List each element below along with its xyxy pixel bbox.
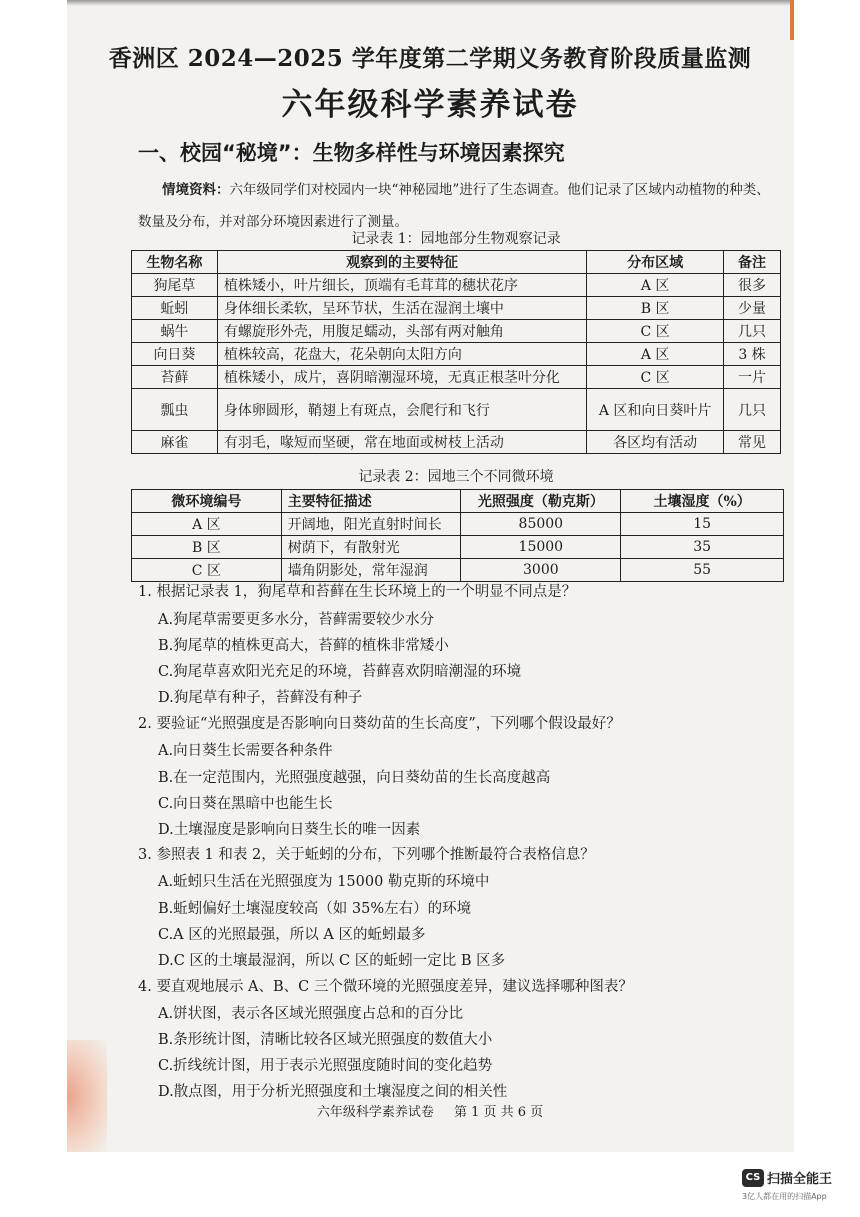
table1-header-cell: 备注 xyxy=(724,251,781,274)
page-footer xyxy=(0,1101,860,1120)
table2-caption: 记录表 2：园地三个不同微环境 xyxy=(358,469,554,485)
finger-shadow xyxy=(67,1040,107,1152)
table1 xyxy=(131,250,781,454)
table-cell: 树荫下，有散射光 xyxy=(281,536,461,559)
question-1-option-b: B.狗尾草的植株更高大，苔藓的植株非常矮小 xyxy=(158,638,449,654)
table-cell: A 区 xyxy=(587,274,724,297)
table-row xyxy=(132,389,781,431)
paper-top-shadow xyxy=(67,0,794,6)
table2-header-cell: 土壤湿度（%） xyxy=(621,490,784,513)
camscanner-logo-icon: CS xyxy=(742,1169,764,1187)
table-cell: 很多 xyxy=(724,274,781,297)
context-text: 六年级同学们对校园内一块“神秘园地”进行了生态调查。他们记录了区域内动植物的种类、数量及分布，并对部分环境因素进行了测量。 xyxy=(138,182,770,230)
table-cell: 3 株 xyxy=(724,343,781,366)
footer-paper-name: 六年级科学素养试卷 xyxy=(316,1105,434,1120)
table-cell: 植株较高，花盘大，花朵朝向太阳方向 xyxy=(217,343,586,366)
table-cell: 向日葵 xyxy=(132,343,218,366)
table2-header-cell: 微环境编号 xyxy=(132,490,282,513)
table-row xyxy=(132,431,781,454)
question-2-option-b: B.在一定范围内，光照强度越强，向日葵幼苗的生长高度越高 xyxy=(158,770,551,786)
table-cell: 植株矮小，叶片细长，顶端有毛茸茸的穗状花序 xyxy=(217,274,586,297)
question-1-stem: 1. 根据记录表 1，狗尾草和苔藓在生长环境上的一个明显不同点是？ xyxy=(138,584,577,600)
table-cell: 各区均有活动 xyxy=(587,431,724,454)
table-cell: 常见 xyxy=(724,431,781,454)
table-row xyxy=(132,320,781,343)
question-3-option-a: A.蚯蚓只生活在光照强度为 15000 勒克斯的环境中 xyxy=(158,874,490,890)
context-label: 情境资料： xyxy=(162,182,230,198)
watermark-tagline: 3亿人都在用的扫描App xyxy=(742,1192,827,1201)
table-cell: 有螺旋形外壳，用腹足蠕动，头部有两对触角 xyxy=(217,320,586,343)
table-cell: 植株矮小，成片，喜阴暗潮湿环境，无真正根茎叶分化 xyxy=(217,366,586,389)
question-4-option-b: B.条形统计图，清晰比较各区域光照强度的数值大小 xyxy=(158,1032,493,1048)
question-3-option-c: C.A 区的光照最强，所以 A 区的蚯蚓最多 xyxy=(158,927,426,943)
table-cell: 墙角阴影处，常年湿润 xyxy=(281,559,461,582)
table-cell: B 区 xyxy=(587,297,724,320)
table-row xyxy=(132,513,784,536)
table-row xyxy=(132,536,784,559)
table-cell: 15 xyxy=(621,513,784,536)
table-cell: 蜗牛 xyxy=(132,320,218,343)
question-1-option-c: C.狗尾草喜欢阳光充足的环境，苔藓喜欢阴暗潮湿的环境 xyxy=(158,664,522,680)
table-cell: 少量 xyxy=(724,297,781,320)
table-cell: 几只 xyxy=(724,320,781,343)
table1-caption: 记录表 1：园地部分生物观察记录 xyxy=(351,231,561,247)
table-cell: A 区 xyxy=(587,343,724,366)
table-row xyxy=(132,343,781,366)
table-row xyxy=(132,366,781,389)
table1-header-cell: 分布区域 xyxy=(587,251,724,274)
question-4-stem: 4. 要直观地展示 A、B、C 三个微环境的光照强度差异，建议选择哪种图表？ xyxy=(138,979,633,995)
question-2-option-c: C.向日葵在黑暗中也能生长 xyxy=(158,796,333,812)
table-cell: A 区和向日葵叶片 xyxy=(587,389,724,431)
section-title: 一、校园“秘境”：生物多样性与环境因素探究 xyxy=(138,141,565,165)
footer-page-info: 第 1 页 共 6 页 xyxy=(453,1105,544,1120)
question-2-option-d: D.土壤湿度是影响向日葵生长的唯一因素 xyxy=(158,822,421,838)
table1-header-row xyxy=(132,251,781,274)
watermark-app-name: 扫描全能王 xyxy=(767,1172,833,1187)
table2-header-cell: 光照强度（勒克斯） xyxy=(461,490,621,513)
scan-edge-mark xyxy=(790,0,794,40)
table-cell: 苔藓 xyxy=(132,366,218,389)
table-cell: A 区 xyxy=(132,513,282,536)
table-cell: B 区 xyxy=(132,536,282,559)
table-cell: 85000 xyxy=(461,513,621,536)
table-cell: 开阔地，阳光直射时间长 xyxy=(281,513,461,536)
table2-header-cell: 主要特征描述 xyxy=(281,490,461,513)
table-row xyxy=(132,274,781,297)
table-cell: 几只 xyxy=(724,389,781,431)
table-cell: 身体细长柔软，呈环节状，生活在湿润土壤中 xyxy=(217,297,586,320)
table-cell: C 区 xyxy=(587,366,724,389)
table-cell: 一片 xyxy=(724,366,781,389)
question-4-option-c: C.折线统计图，用于表示光照强度随时间的变化趋势 xyxy=(158,1058,493,1074)
table-row xyxy=(132,297,781,320)
scanner-watermark xyxy=(742,1167,832,1202)
question-1-option-a: A.狗尾草需要更多水分，苔藓需要较少水分 xyxy=(158,612,435,628)
question-3-option-d: D.C 区的土壤最湿润，所以 C 区的蚯蚓一定比 B 区多 xyxy=(158,953,506,969)
table-cell: C 区 xyxy=(132,559,282,582)
table-cell: 35 xyxy=(621,536,784,559)
table-row xyxy=(132,559,784,582)
question-4-option-a: A.饼状图，表示各区域光照强度占总和的百分比 xyxy=(158,1006,464,1022)
question-2-stem: 2. 要验证“光照强度是否影响向日葵幼苗的生长高度”，下列哪个假设最好？ xyxy=(138,716,621,732)
table-cell: 麻雀 xyxy=(132,431,218,454)
table2 xyxy=(131,489,784,582)
table-cell: 瓢虫 xyxy=(132,389,218,431)
paper-title: 六年级科学素养试卷 xyxy=(281,87,579,123)
question-3-stem: 3. 参照表 1 和表 2，关于蚯蚓的分布，下列哪个推断最符合表格信息？ xyxy=(138,847,595,863)
question-4-option-d: D.散点图，用于分析光照强度和土壤湿度之间的相关性 xyxy=(158,1084,508,1100)
table-cell: 3000 xyxy=(461,559,621,582)
table-cell: 蚯蚓 xyxy=(132,297,218,320)
table-cell: 55 xyxy=(621,559,784,582)
table1-header-cell: 生物名称 xyxy=(132,251,218,274)
table-cell: 身体卵圆形，鞘翅上有斑点，会爬行和飞行 xyxy=(217,389,586,431)
table2-header-row xyxy=(132,490,784,513)
question-2-option-a: A.向日葵生长需要各种条件 xyxy=(158,743,333,759)
table-cell: C 区 xyxy=(587,320,724,343)
question-1-option-d: D.狗尾草有种子，苔藓没有种子 xyxy=(158,690,363,706)
table-cell: 15000 xyxy=(461,536,621,559)
exam-title: 香洲区 2024—2025 学年度第二学期义务教育阶段质量监测 xyxy=(108,45,752,72)
table1-header-cell: 观察到的主要特征 xyxy=(217,251,586,274)
table-cell: 狗尾草 xyxy=(132,274,218,297)
table-cell: 有羽毛，喙短而坚硬，常在地面或树枝上活动 xyxy=(217,431,586,454)
question-3-option-b: B.蚯蚓偏好土壤湿度较高（如 35%左右）的环境 xyxy=(158,901,472,917)
